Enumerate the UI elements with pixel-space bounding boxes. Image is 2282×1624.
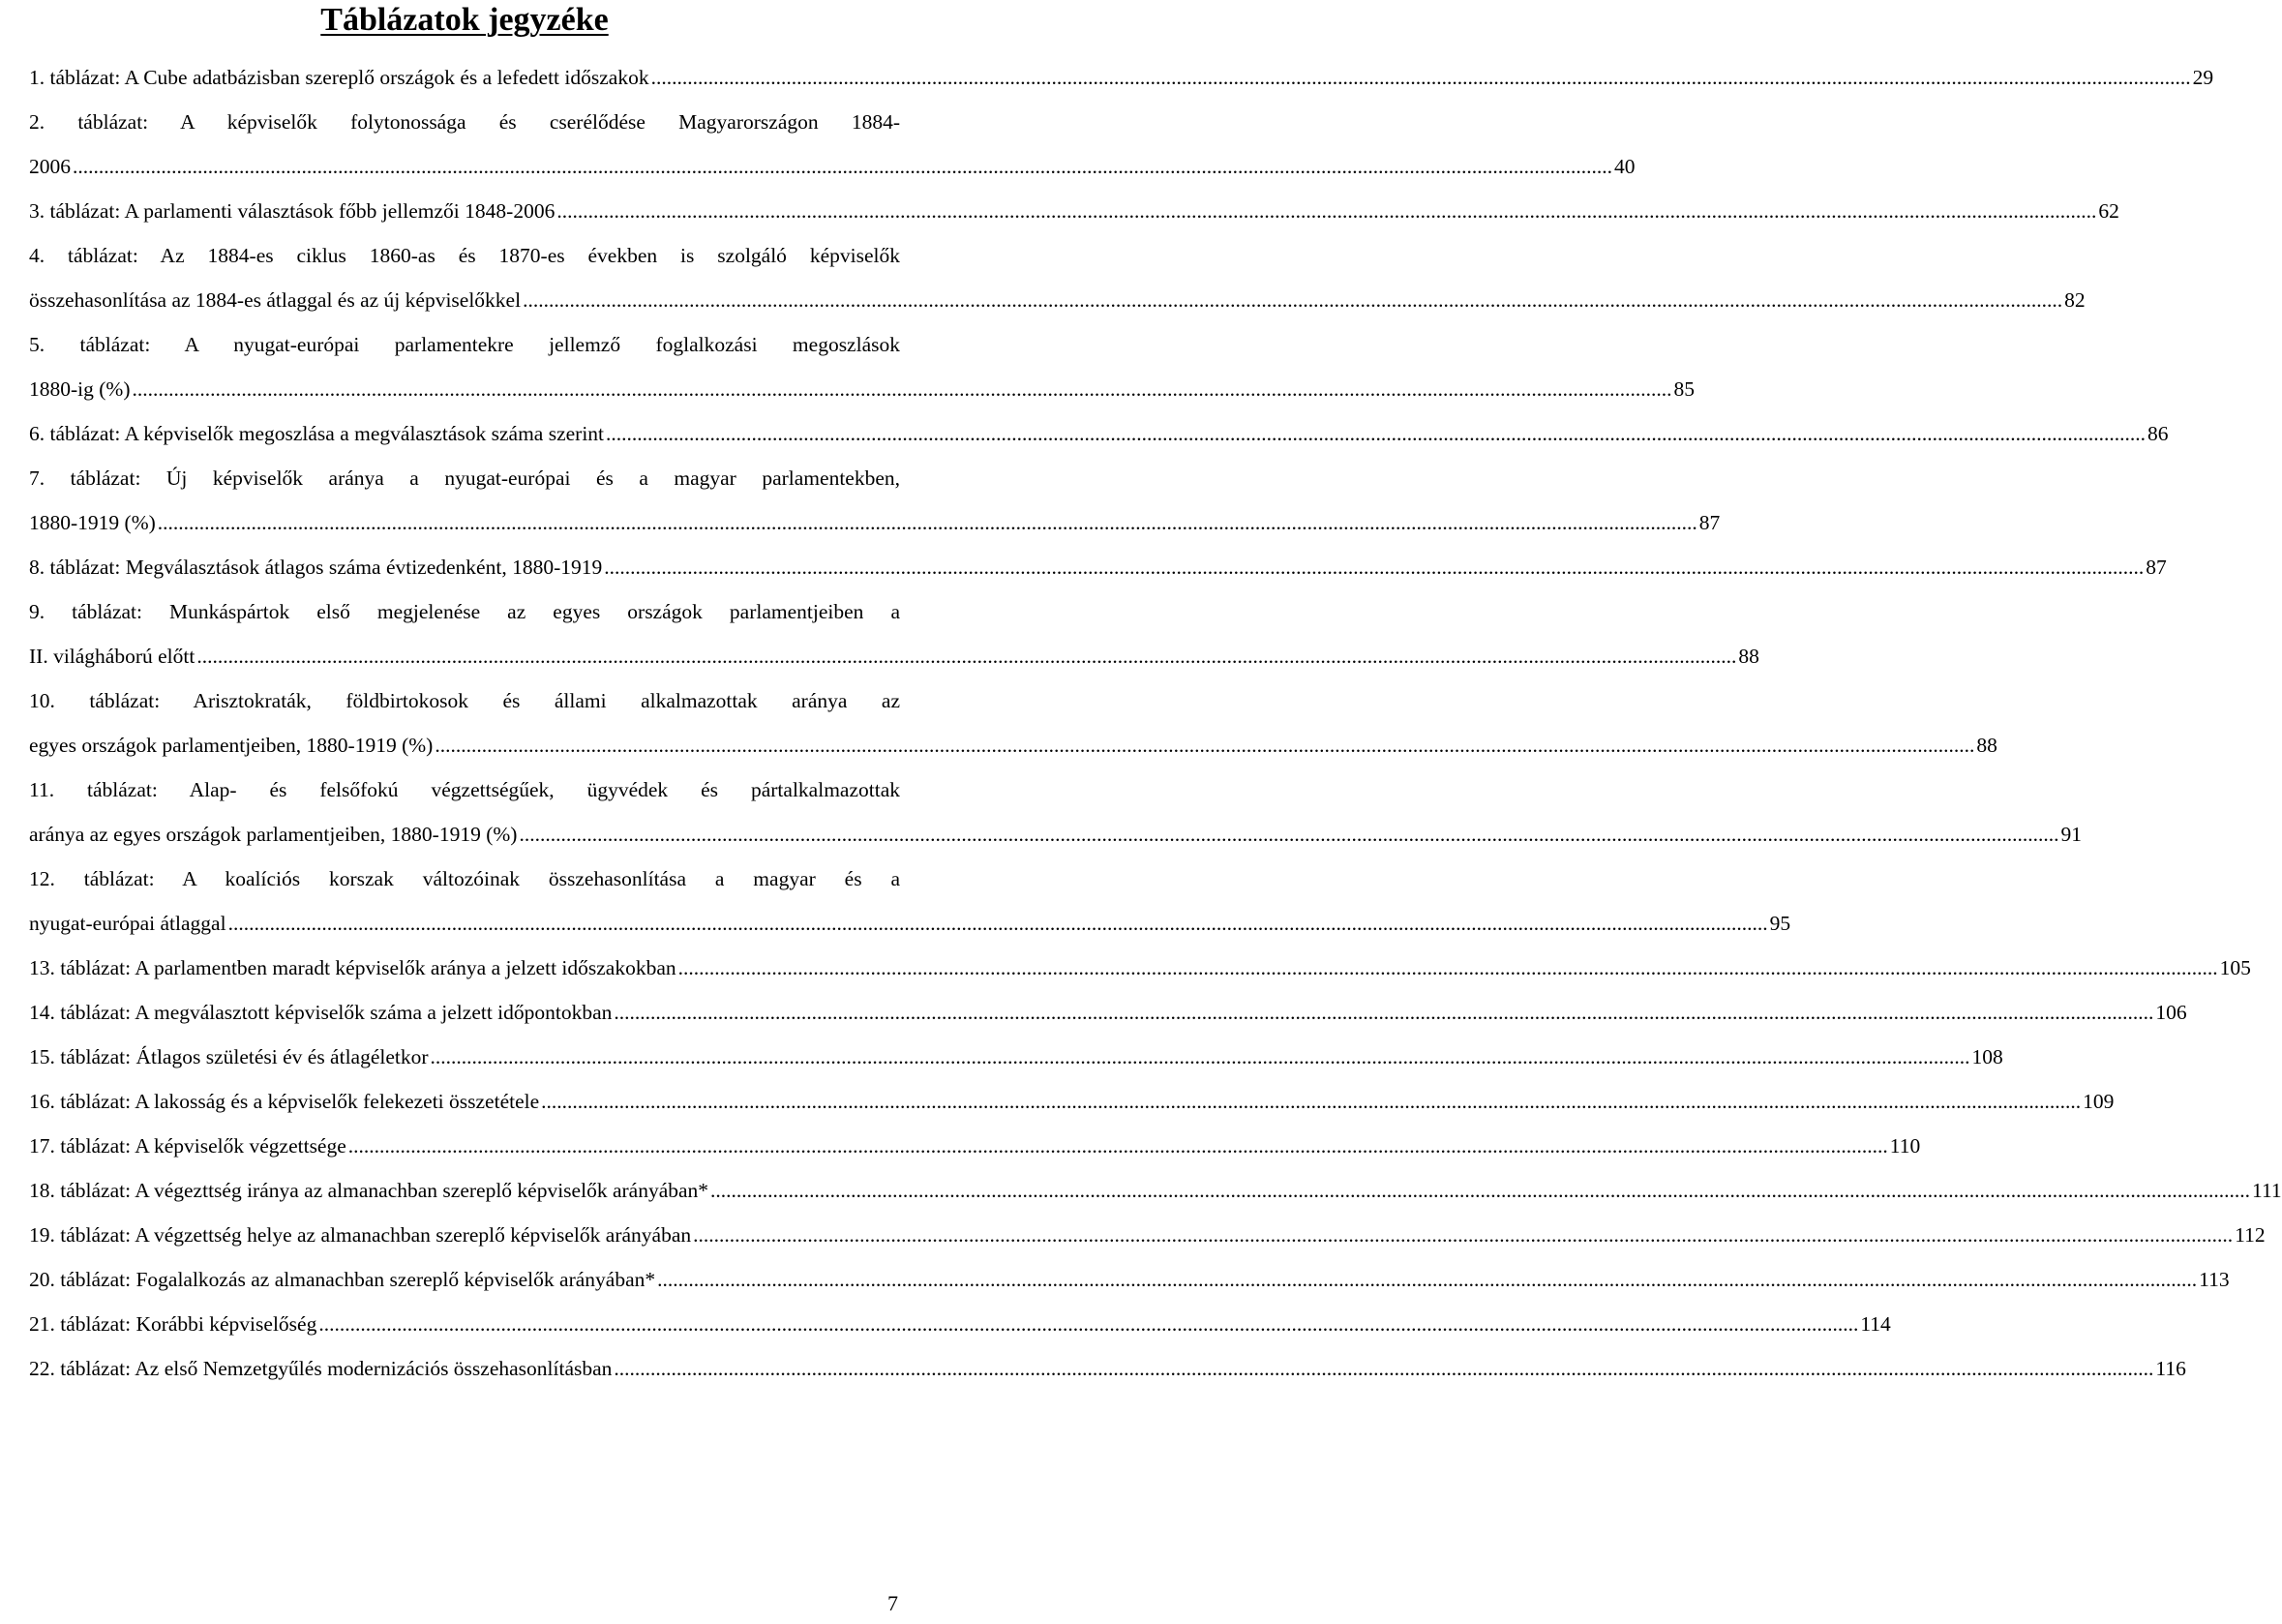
dot-leader [523, 278, 2062, 322]
toc-entry-page-number: 29 [2192, 66, 2214, 89]
dot-leader [228, 901, 1768, 946]
toc-entry-line [29, 545, 2167, 589]
toc-entry-title: összehasonlítása az 1884-es átlaggal és az új képviselőkkel [29, 288, 522, 312]
toc-entry-line [29, 1346, 2186, 1391]
toc-entry-page-number: 113 [2199, 1268, 2230, 1291]
toc-entry-page-number: 111 [2252, 1179, 2282, 1202]
dot-leader [541, 1079, 2081, 1124]
toc-entry[interactable] [29, 857, 1791, 946]
toc-entry[interactable] [29, 1168, 2282, 1213]
toc-entry[interactable] [29, 1302, 1891, 1346]
toc-entry[interactable] [29, 411, 2169, 456]
toc-entry-page-number: 116 [2155, 1357, 2186, 1380]
toc-entry-page-number: 108 [1971, 1045, 2003, 1068]
toc-entry-title-line: 9. táblázat: Munkáspártok első megjelenése az egyes országok parlamentjeiben a [29, 600, 900, 623]
toc-entry-title: 19. táblázat: A végzettség helye az almanachban szereplő képviselők arányában [29, 1223, 692, 1247]
toc-entry[interactable] [29, 55, 2214, 100]
toc-entry-line [29, 723, 1997, 767]
toc-entry[interactable] [29, 1079, 2115, 1124]
toc-entry-title: egyes országok parlamentjeiben, 1880-1919 (%) [29, 734, 434, 757]
dot-leader [556, 189, 2096, 233]
toc-entry-title: 14. táblázat: A megválasztott képviselők száma a jelzett időpontokban [29, 1001, 613, 1024]
dot-leader [196, 634, 1736, 678]
toc-entry-title-line: 5. táblázat: A nyugat-európai parlamentekre jellemző foglalkozási megoszlások [29, 333, 900, 356]
toc-entry-title: 16. táblázat: A lakosság és a képviselők felekezeti összetétele [29, 1090, 540, 1113]
toc-entry[interactable] [29, 189, 2119, 233]
toc-entry-page-number: 112 [2235, 1223, 2266, 1247]
toc-entry-page-number: 87 [2146, 556, 2167, 579]
toc-entry-page-number: 82 [2064, 288, 2086, 312]
dot-leader [318, 1302, 1858, 1346]
dot-leader [431, 1035, 1970, 1079]
toc-entry[interactable] [29, 589, 1759, 678]
toc-entry-title: II. világháború előtt [29, 645, 195, 668]
toc-entry-title: 13. táblázat: A parlamentben maradt képviselők aránya a jelzett időszakokban [29, 956, 676, 979]
toc-entry-page-number: 62 [2098, 199, 2119, 223]
dot-leader [614, 990, 2153, 1035]
toc-entry-line [29, 812, 2082, 857]
toc-entry-page-number: 91 [2060, 823, 2082, 846]
dot-leader [133, 367, 1672, 411]
toc-entry-title: 22. táblázat: Az első Nemzetgyűlés modernizációs összehasonlításban [29, 1357, 613, 1380]
toc-entry-page-number: 109 [2083, 1090, 2115, 1113]
dot-leader [614, 1346, 2153, 1391]
toc-entry-title-line: 7. táblázat: Új képviselők aránya a nyugat-európai és a magyar parlamentekben, [29, 466, 900, 490]
dot-leader [651, 55, 2191, 100]
toc-entry-page-number: 106 [2155, 1001, 2187, 1024]
toc-entry-title: 2006 [29, 155, 71, 178]
toc-entry[interactable] [29, 946, 2251, 990]
toc-entry-title: 17. táblázat: A képviselők végzettsége [29, 1134, 346, 1158]
toc-entry-page-number: 110 [1889, 1134, 1921, 1158]
toc-entry-line [29, 946, 2251, 990]
toc-entry-title: 21. táblázat: Korábbi képviselőség [29, 1312, 317, 1336]
toc-entry-title: 6. táblázat: A képviselők megoszlása a megválasztások száma szerint [29, 422, 605, 445]
toc-entry-line [29, 189, 2119, 233]
toc-entry-line [29, 144, 1636, 189]
toc-entry-page-number: 85 [1673, 377, 1695, 401]
toc-entry-page-number: 87 [1698, 511, 1721, 534]
page-number: 7 [887, 1591, 898, 1615]
toc-entry[interactable] [29, 1257, 2230, 1302]
toc-entry-page-number: 88 [1738, 645, 1759, 668]
toc-entry[interactable] [29, 100, 1636, 189]
toc-entry-line [29, 1213, 2266, 1257]
toc-entry-line [29, 1079, 2115, 1124]
toc-entry-line [29, 990, 2187, 1035]
toc-entry-title: 1. táblázat: A Cube adatbázisban szereplő országok és a lefedett időszakok [29, 66, 649, 89]
toc-entry[interactable] [29, 1124, 1921, 1168]
page-title-text: Táblázatok jegyzéke [320, 2, 609, 38]
toc-entry-page-number: 95 [1769, 912, 1791, 935]
dot-leader [678, 946, 2218, 990]
toc-entry-title-line: 2. táblázat: A képviselők folytonossága és cserélődése Magyarországon 1884- [29, 110, 900, 134]
toc-entry-line [29, 901, 1791, 946]
toc-entry-title-line: 12. táblázat: A koalíciós korszak változóinak összehasonlítása a magyar és a [29, 867, 900, 890]
table-of-tables [29, 55, 2282, 1391]
toc-entry[interactable] [29, 456, 1721, 545]
toc-entry-page-number: 40 [1614, 155, 1636, 178]
toc-entry-title: 8. táblázat: Megválasztások átlagos száma évtizedenként, 1880-1919 [29, 556, 603, 579]
toc-entry-line [29, 278, 2086, 322]
toc-entry-title-line: 4. táblázat: Az 1884-es ciklus 1860-as és 1870-es években is szolgáló képviselők [29, 244, 900, 267]
toc-entry-title: 3. táblázat: A parlamenti választások főbb jellemzői 1848-2006 [29, 199, 555, 223]
toc-entry[interactable] [29, 322, 1695, 411]
dot-leader [693, 1213, 2233, 1257]
dot-leader [435, 723, 1974, 767]
toc-entry-line [29, 1124, 1921, 1168]
toc-entry-line [29, 1035, 2003, 1079]
dot-leader [604, 545, 2144, 589]
toc-entry-line [29, 55, 2214, 100]
toc-entry-title: nyugat-európai átlaggal [29, 912, 226, 935]
toc-entry-line [29, 367, 1695, 411]
toc-entry[interactable] [29, 990, 2187, 1035]
toc-entry-title: 18. táblázat: A végezttség iránya az almanachban szereplő képviselők arányában* [29, 1179, 709, 1202]
toc-entry[interactable] [29, 678, 1997, 767]
dot-leader [657, 1257, 2197, 1302]
page-title [0, 0, 929, 41]
toc-entry-line [29, 500, 1721, 545]
toc-entry[interactable] [29, 233, 2086, 322]
toc-entry-title-line: 10. táblázat: Arisztokraták, földbirtokosok és állami alkalmazottak aránya az [29, 689, 900, 712]
toc-entry-page-number: 88 [1976, 734, 1997, 757]
toc-entry[interactable] [29, 545, 2167, 589]
toc-entry-page-number: 114 [1860, 1312, 1891, 1336]
toc-entry-line [29, 411, 2169, 456]
toc-entry[interactable] [29, 1213, 2266, 1257]
dot-leader [606, 411, 2146, 456]
dot-leader [158, 500, 1697, 545]
toc-entry-line [29, 1168, 2282, 1213]
toc-entry-page-number: 105 [2219, 956, 2251, 979]
toc-entry-line [29, 1302, 1891, 1346]
toc-entry-title: aránya az egyes országok parlamentjeiben, 1880-1919 (%) [29, 823, 518, 846]
dot-leader [348, 1124, 1888, 1168]
dot-leader [519, 812, 2058, 857]
toc-entry-title: 20. táblázat: Fogalalkozás az almanachban szereplő képviselők arányában* [29, 1268, 656, 1291]
dot-leader [73, 144, 1612, 189]
toc-entry-line [29, 634, 1759, 678]
toc-entry-title-line: 11. táblázat: Alap- és felsőfokú végzettségűek, ügyvédek és pártalkalmazottak [29, 778, 900, 801]
toc-entry-line [29, 1257, 2230, 1302]
toc-entry-title: 1880-ig (%) [29, 377, 131, 401]
dot-leader [710, 1168, 2250, 1213]
toc-entry-title: 1880-1919 (%) [29, 511, 156, 534]
toc-entry-title: 15. táblázat: Átlagos születési év és átlagéletkor [29, 1045, 429, 1068]
toc-entry[interactable] [29, 1035, 2003, 1079]
toc-entry[interactable] [29, 767, 2082, 857]
toc-entry[interactable] [29, 1346, 2186, 1391]
toc-entry-page-number: 86 [2147, 422, 2169, 445]
